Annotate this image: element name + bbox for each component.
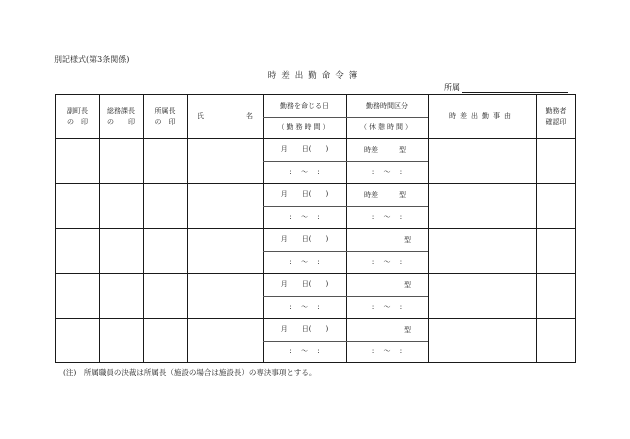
row-break-time[interactable]: : ～ : (371, 212, 403, 221)
row-date[interactable]: 月 日( ) (280, 190, 329, 198)
row-work-time[interactable]: : ～ : (289, 257, 320, 266)
header-line: の 印 (154, 117, 176, 126)
form-reference: 別記様式(第3条関係) (54, 55, 130, 64)
row-category[interactable]: 型 (404, 281, 411, 289)
row-work-time[interactable]: : ～ : (289, 347, 320, 355)
row-date[interactable]: 月 日( ) (280, 325, 329, 333)
header-work-category: 勤務時間区分 (366, 101, 408, 110)
row-category[interactable]: 型 (404, 326, 411, 334)
header-line: の 印 (67, 117, 88, 126)
header-dept-head-seal (143, 95, 187, 138)
header-line: 所属長 (154, 106, 176, 115)
row-work-time[interactable]: : ～ : (289, 302, 320, 311)
header-work-hours: （勤務時間） (277, 123, 332, 131)
row-work-time[interactable]: : ～ : (289, 212, 320, 221)
header-reason: 時差出勤事由 (449, 112, 515, 120)
row-category[interactable]: 型 (404, 236, 411, 244)
row-work-time[interactable]: : ～ : (289, 167, 320, 176)
header-line: 勤務者 (545, 106, 567, 115)
order-register-table (55, 94, 576, 363)
page-title: 時差出勤命令簿 (267, 71, 363, 81)
header-line: 総務課長 (107, 106, 135, 115)
header-line: の 印 (107, 117, 135, 126)
footnote: (注) 所属職員の決裁は所属長（施設の場合は施設長）の専決事項とする。 (63, 368, 317, 377)
department-field-line[interactable] (462, 92, 568, 93)
row-category[interactable]: 時差 型 (364, 191, 406, 199)
row-date[interactable]: 月 日( ) (280, 235, 329, 243)
row-break-time[interactable]: : ～ : (371, 167, 403, 176)
header-line: 副町長 (67, 106, 88, 115)
row-date[interactable]: 月 日( ) (280, 145, 329, 153)
row-break-time[interactable]: : ～ : (371, 347, 403, 355)
header-order-date: 勤務を命じる日 (280, 101, 329, 110)
header-vice-mayor-seal (56, 95, 99, 138)
row-break-time[interactable]: : ～ : (371, 302, 403, 311)
header-break-hours: （休憩時間） (360, 123, 414, 131)
row-break-time[interactable]: : ～ : (371, 257, 403, 266)
row-date[interactable]: 月 日( ) (280, 280, 329, 288)
header-name: 氏 名 (197, 112, 253, 120)
header-general-affairs-seal (99, 95, 143, 138)
header-line: 確認印 (545, 117, 567, 126)
row-category[interactable]: 時差 型 (364, 146, 406, 154)
department-label: 所属 (444, 83, 460, 92)
header-worker-seal (536, 95, 576, 138)
